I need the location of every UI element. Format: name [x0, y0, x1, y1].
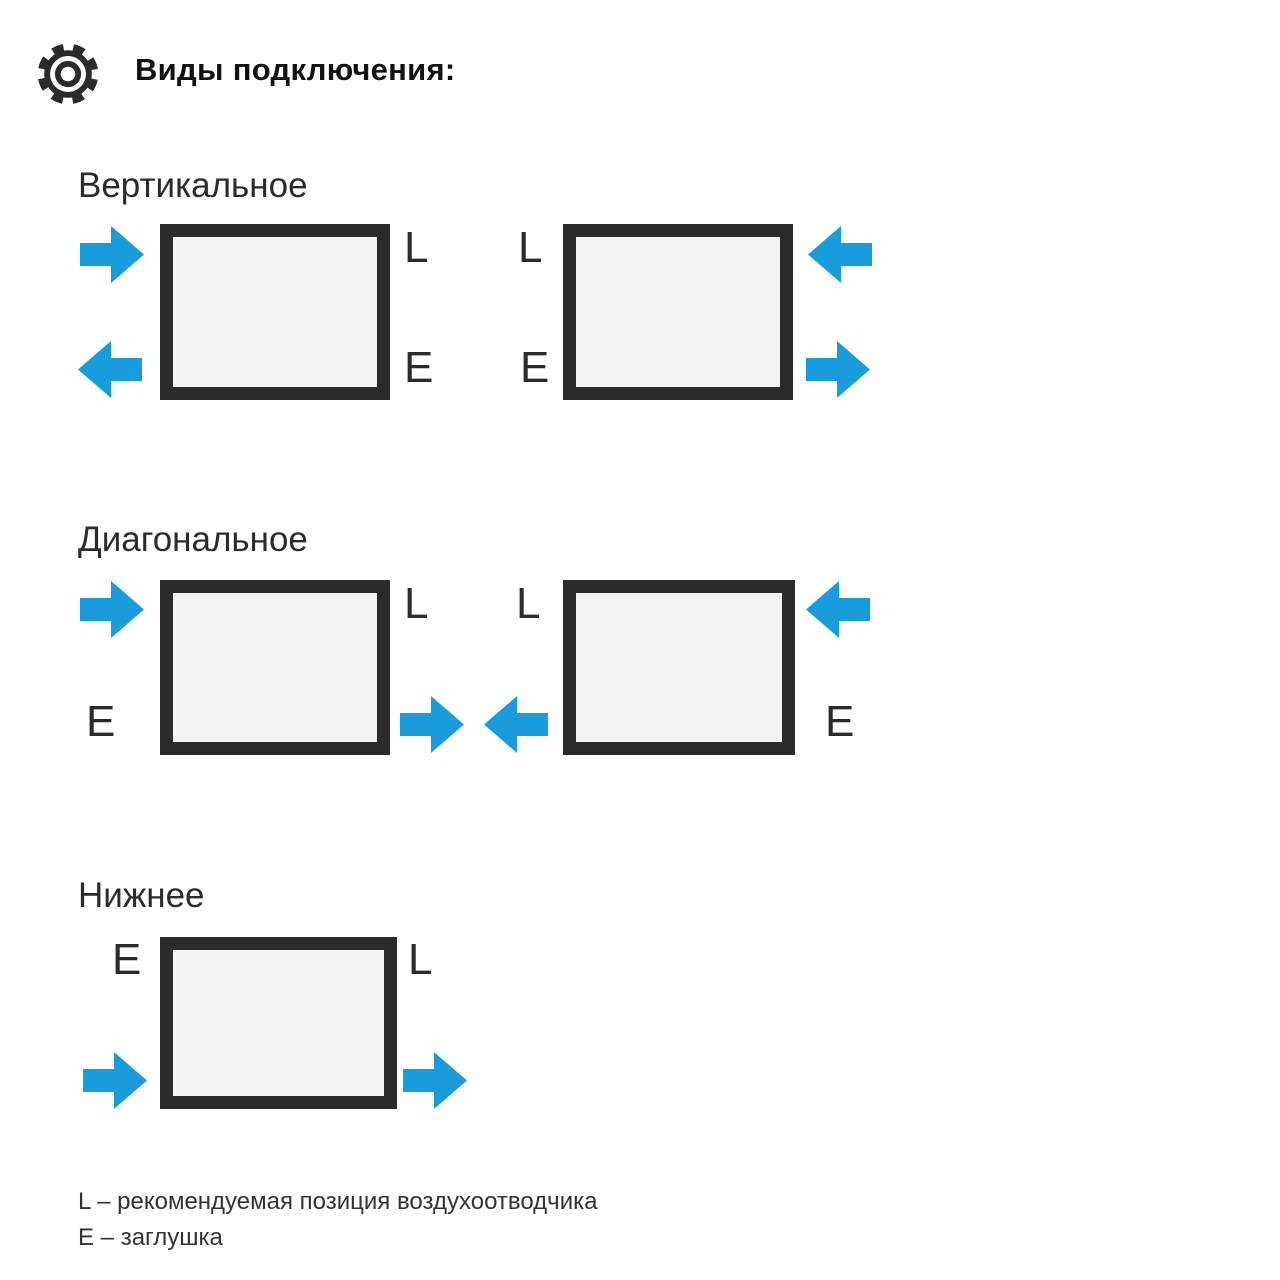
port-label-plug: E	[520, 343, 550, 392]
port-label-plug: E	[825, 697, 855, 746]
legend-line-plug: E – заглушка	[78, 1224, 223, 1251]
flow-inlet-arrow-right-icon	[83, 1052, 147, 1109]
port-label-vent: L	[404, 223, 429, 272]
port-label-plug: E	[404, 343, 434, 392]
flow-outlet-arrow-left-icon	[78, 341, 142, 398]
radiator-box	[160, 580, 390, 755]
radiator-box	[563, 580, 795, 755]
flow-outlet-arrow-right-icon	[806, 341, 870, 398]
flow-outlet-arrow-right-icon	[403, 1052, 467, 1109]
port-label-vent: L	[408, 935, 433, 984]
flow-inlet-arrow-left-icon	[806, 581, 870, 638]
flow-inlet-arrow-right-icon	[80, 226, 144, 283]
port-label-plug: E	[112, 935, 142, 984]
legend-line-vent: L – рекомендуемая позиция воздухоотводчика	[78, 1188, 598, 1215]
gear-icon	[36, 42, 100, 106]
page-title: Виды подключения:	[135, 52, 456, 87]
section-title-diagonal: Диагональное	[78, 520, 308, 559]
flow-outlet-arrow-right-icon	[400, 696, 464, 753]
port-label-vent: L	[518, 223, 543, 272]
flow-outlet-arrow-left-icon	[484, 696, 548, 753]
port-label-vent: L	[516, 579, 541, 628]
section-title-vertical: Вертикальное	[78, 166, 308, 205]
flow-inlet-arrow-left-icon	[808, 226, 872, 283]
radiator-box	[563, 224, 793, 400]
port-label-plug: E	[86, 697, 116, 746]
radiator-box	[160, 224, 390, 400]
flow-inlet-arrow-right-icon	[80, 581, 144, 638]
section-title-bottom: Нижнее	[78, 876, 205, 915]
port-label-vent: L	[404, 579, 429, 628]
radiator-box	[160, 937, 397, 1109]
legend	[78, 1184, 597, 1256]
